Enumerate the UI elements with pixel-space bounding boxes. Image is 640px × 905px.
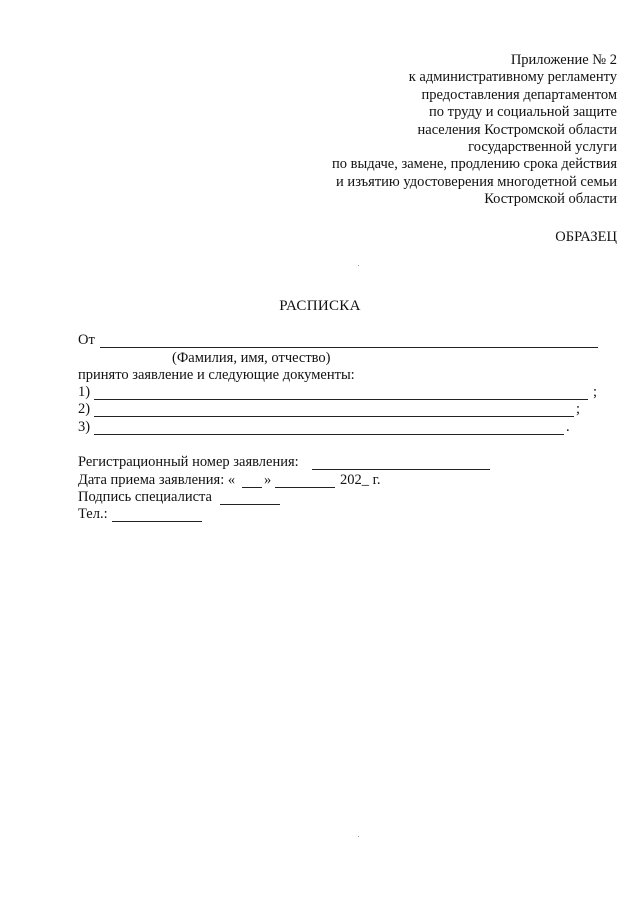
document-field-1[interactable] <box>94 399 588 400</box>
doc-end: ; <box>576 401 581 417</box>
reg-number-field[interactable] <box>312 469 490 470</box>
doc-end: ; <box>593 384 598 400</box>
document-field-2[interactable] <box>94 416 574 417</box>
phone-label: Тел.: <box>78 506 108 522</box>
date-label: Дата приема заявления: « <box>78 472 236 488</box>
sample-label: ОБРАЗЕЦ <box>555 229 617 245</box>
header-line: по выдаче, замене, продлению срока действия <box>332 156 617 173</box>
doc-number: 2) <box>78 401 91 417</box>
header-line: государственной услуги <box>468 139 617 156</box>
from-label: От <box>78 332 95 348</box>
reg-number-label: Регистрационный номер заявления: <box>78 454 299 470</box>
name-caption: (Фамилия, имя, отчество) <box>172 350 331 366</box>
accepted-text: принято заявление и следующие документы: <box>78 367 355 383</box>
signature-label: Подпись специалиста <box>78 489 212 505</box>
header-line: Костромской области <box>484 191 617 208</box>
doc-number: 1) <box>78 384 91 400</box>
appendix-header <box>257 52 617 209</box>
header-line: Приложение № 2 <box>510 52 617 68</box>
date-month-field[interactable] <box>275 487 335 488</box>
name-field[interactable] <box>100 347 598 348</box>
date-day-field[interactable] <box>242 487 262 488</box>
document-field-3[interactable] <box>94 434 564 435</box>
doc-number: 3) <box>78 419 91 435</box>
document-title: РАСПИСКА <box>279 298 361 314</box>
header-line: по труду и социальной защите <box>428 104 617 121</box>
doc-end: . <box>566 419 570 435</box>
date-year: 202_ г. <box>340 472 381 488</box>
scan-speck <box>358 265 359 266</box>
signature-field[interactable] <box>220 504 280 505</box>
scan-speck <box>358 836 359 837</box>
header-line: населения Костромской области <box>417 121 617 138</box>
header-line: предоставления департаментом <box>421 86 617 103</box>
header-line: и изъятию удостоверения многодетной семьи <box>336 173 617 190</box>
header-line: к административному регламенту <box>408 69 617 86</box>
date-quote-close: » <box>264 472 272 488</box>
phone-field[interactable] <box>112 521 202 522</box>
